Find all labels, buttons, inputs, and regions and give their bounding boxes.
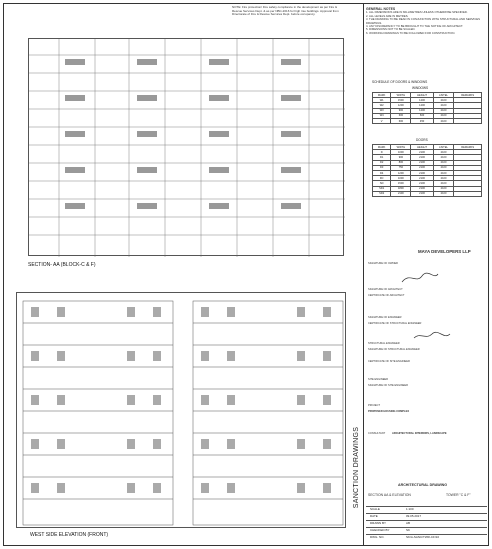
cert-site: CERTIFICATE OF SITE ENGINEER	[368, 360, 410, 363]
table-cell: 2100	[433, 176, 454, 181]
windows-title: WINDOWS	[412, 86, 429, 90]
general-note: 6. WORKING DRAWINGS TO BE FOLLOWED FOR CONSTRUCTION.	[366, 30, 456, 35]
table-cell: 2100	[433, 155, 454, 160]
title-row-key: DRAWN BY	[370, 521, 387, 525]
table-cell: 2100	[411, 186, 433, 191]
table-cell: W3	[373, 108, 391, 113]
col-header: LINTEL	[433, 93, 454, 98]
col-header: MARK	[373, 145, 391, 150]
table-cell: 2100	[391, 191, 411, 196]
title-row	[366, 534, 487, 542]
drawing-type: ARCHITECTURAL DRAWING	[398, 483, 448, 487]
table-cell: 2100	[433, 170, 454, 175]
table-row	[373, 191, 482, 196]
table-cell: 2100	[433, 186, 454, 191]
table-cell: D3	[373, 165, 391, 170]
table-cell: D4	[373, 170, 391, 175]
table-cell: D2	[373, 160, 391, 165]
title-row-value: SK/A-SANC/TWR-CF/10	[406, 535, 440, 539]
top-note: NOTE: Fire protection/ Fire safety compliance in the development as per Fire & Rescue Services Dept. & as per NBC-2016 for high rise buildings. Approval from Directorate of Fire & Rescue Services Dept. before occupancy.	[232, 5, 339, 17]
title-row-key: CHECKED BY	[370, 528, 390, 532]
signature-mark	[400, 270, 440, 286]
table-cell: 1200	[411, 98, 433, 103]
table-cell: SD2	[373, 191, 391, 196]
sanction-label: SANCTION DRAWINGS	[353, 426, 360, 509]
table-cell: 900	[391, 108, 411, 113]
col-header: REMARKS	[454, 145, 482, 150]
table-cell: FD	[373, 176, 391, 181]
table-cell: 2100	[433, 150, 454, 155]
table-cell: 600	[391, 118, 411, 123]
col-header: REMARKS	[454, 93, 482, 98]
table-cell: 1800	[391, 186, 411, 191]
schedule-title: SCHEDULE OF DOORS & WINDOWS	[372, 80, 428, 84]
windows-body	[373, 98, 482, 124]
cert-structural-sign: SIGNATURE OF STRUCTURAL ENGINEER	[368, 348, 420, 351]
table-cell: 1200	[391, 170, 411, 175]
windows-table	[372, 92, 482, 124]
table-cell: 1200	[411, 103, 433, 108]
general-notes-title: GENERAL NOTES	[366, 7, 396, 11]
title-row-key: DWG. NO.	[370, 535, 385, 539]
table-cell: 2100	[411, 191, 433, 196]
project-label: PROJECT	[368, 404, 381, 407]
tower-label: TOWER "C & F"	[446, 493, 471, 497]
title-row-value: 09.05.2017	[406, 514, 422, 518]
title-row-key: DATE	[370, 514, 378, 518]
general-note: 4. ANY DISCREPANCY TO BE BROUGHT TO THE NOTICE OF ARCHITECT.	[366, 24, 464, 29]
cert-architect: CERTIFICATE OF ARCHITECT	[368, 294, 405, 297]
general-note: 2. ALL LEVELS ARE IN METRES.	[366, 13, 409, 18]
table-cell: 2100	[433, 108, 454, 113]
table-cell: 1200	[411, 108, 433, 113]
doors-title: DOORS	[416, 138, 428, 142]
table-cell: 600	[411, 113, 433, 118]
general-notes	[366, 8, 486, 35]
title-row-value: 1:100	[406, 507, 414, 511]
col-header: MARK	[373, 93, 391, 98]
cert-engineer-sign: SIGNATURE OF ENGINEER	[368, 316, 402, 319]
table-cell: V	[373, 118, 391, 123]
table-cell: 1500	[391, 98, 411, 103]
owner-name: MAYA DEVELOPERS LLP	[418, 249, 471, 254]
elevation-drawing	[16, 292, 346, 528]
table-cell: 2100	[411, 176, 433, 181]
title-row-value: SK	[406, 528, 411, 532]
structural-engineer: STRUCTURAL ENGINEER	[368, 342, 400, 345]
section-drawing	[28, 38, 344, 256]
table-cell: 2100	[433, 160, 454, 165]
table-cell: 2100	[433, 118, 454, 123]
table-cell: 2100	[433, 165, 454, 170]
signature-mark	[412, 328, 452, 344]
col-header: HEIGHT	[411, 93, 433, 98]
col-header: HEIGHT	[411, 145, 433, 150]
elevation-lines	[17, 293, 347, 529]
table-cell: 450	[411, 118, 433, 123]
cert-site-sign: SIGNATURE OF SITE ENGINEER	[368, 384, 409, 387]
table-cell: 2100	[433, 113, 454, 118]
table-cell: 2100	[411, 170, 433, 175]
title-row-value: AB	[406, 521, 411, 525]
cert-structural: CERTIFICATE OF STRUCTURAL ENGINEER	[368, 322, 422, 325]
col-header: WIDTH	[391, 145, 411, 150]
table-cell: 2100	[433, 181, 454, 186]
table-cell: SD	[373, 181, 391, 186]
table-cell: 750	[391, 165, 411, 170]
table-cell: 2100	[433, 103, 454, 108]
cert-architect-sign: SIGNATURE OF ARCHITECT	[368, 288, 403, 291]
table-cell: 2100	[411, 181, 433, 186]
table-cell: 1500	[391, 181, 411, 186]
doors-table	[372, 144, 482, 197]
table-cell: 2100	[411, 160, 433, 165]
table-cell: D1	[373, 155, 391, 160]
col-header: LINTEL	[433, 145, 454, 150]
owner-caption: SIGNATURE OF OWNER	[368, 262, 398, 265]
table-cell: SD1	[373, 186, 391, 191]
general-note: 1. ALL DIMENSIONS ARE IN MILLIMETRES UNLESS OTHERWISE SPECIFIED.	[366, 10, 468, 15]
section-label: SECTION- AA (BLOCK-C & F)	[28, 262, 96, 268]
table-cell: 1200	[391, 103, 411, 108]
table-cell: W2	[373, 103, 391, 108]
general-note: 5. DIMENSIONS NOT TO BE SCALED.	[366, 27, 416, 32]
table-cell: 2100	[433, 98, 454, 103]
title-row-key: SCALE	[370, 507, 380, 511]
consultant-name: ARCHITECTURAL INTERIORS, LANDSCAPE	[392, 432, 447, 435]
general-note: 3. THE DRAWING TO BE READ IN CONJUNCTION WITH STRUCTURAL AND SERVICES DRAWINGS.	[366, 17, 480, 25]
elevation-label: WEST SIDE ELEVATION (FRONT)	[30, 532, 109, 538]
table-cell: D	[373, 150, 391, 155]
table-cell: W4	[373, 113, 391, 118]
section-lines	[29, 39, 345, 257]
table-cell: 2100	[411, 165, 433, 170]
doors-body	[373, 150, 482, 197]
sanction-stamp	[350, 395, 363, 540]
table-cell: 800	[391, 160, 411, 165]
col-header: WIDTH	[391, 93, 411, 98]
table-cell: W1	[373, 98, 391, 103]
consultant-label: CONSULTANT	[368, 432, 386, 435]
site-engineer: SITE ENGINEER	[368, 378, 389, 381]
table-cell: 600	[391, 113, 411, 118]
table-cell: 2100	[411, 155, 433, 160]
table-cell: 1000	[391, 176, 411, 181]
table-cell: 2100	[433, 191, 454, 196]
table-cell: 1000	[391, 150, 411, 155]
table-cell: 2100	[411, 150, 433, 155]
table-cell	[454, 118, 482, 123]
table-cell: 900	[391, 155, 411, 160]
project-name: PROPOSED HOUSING COMPLEX	[368, 410, 410, 413]
table-row	[373, 118, 482, 123]
table-cell	[454, 191, 482, 196]
drawing-title: SECTION AA & ELEVATION	[368, 493, 411, 497]
